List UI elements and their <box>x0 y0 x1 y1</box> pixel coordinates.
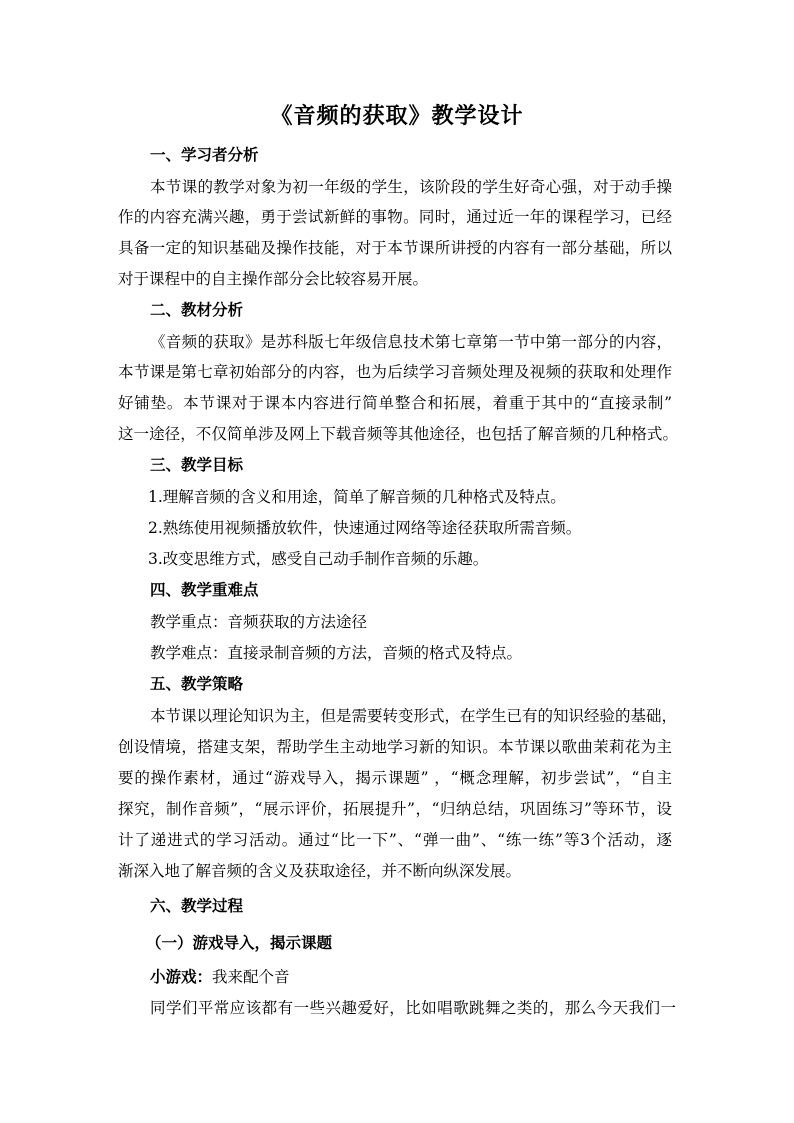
objective-item: 3.改变思维方式，感受自己动手制作音频的乐趣。 <box>148 550 489 568</box>
mini-game-line <box>150 966 290 988</box>
section-heading-teaching-strategy: 五、教学策略 <box>150 674 244 693</box>
section-heading-teaching-objectives: 三、教学目标 <box>150 455 244 474</box>
paragraph-line: 本节课以理论知识为主，但是需要转变形式，在学生已有的知识经验的基础， <box>150 707 678 725</box>
paragraph-line: 计了递进式的学习活动。通过“比一下”、“弹一曲”、“练一练”等3个活动，逐 <box>118 831 672 849</box>
mini-game-label: 小游戏： <box>150 967 213 986</box>
section-heading-key-difficult-points: 四、教学重难点 <box>150 580 259 599</box>
paragraph-line: 对于课程中的自主操作部分会比较容易开展。 <box>118 270 429 288</box>
paragraph-line: 具备一定的知识基础及操作技能，对于本节课所讲授的内容有一部分基础，所以 <box>118 239 672 257</box>
paragraph-line: 《音频的获取》是苏科版七年级信息技术第七章第一节中第一部分的内容， <box>150 333 672 351</box>
sub-heading-game-intro: （一）游戏导入，揭示课题 <box>146 933 333 952</box>
section-heading-textbook-analysis: 二、教材分析 <box>150 300 244 319</box>
paragraph-line: 好铺垫。本节课对于课本内容进行简单整合和拓展，着重于其中的“直接录制” <box>118 394 672 412</box>
paragraph-line: 要的操作素材，通过“游戏导入，揭示课题” ，“概念理解，初步尝试”，“自主 <box>118 769 672 787</box>
document-title: 《音频的获取》教学设计 <box>270 103 524 129</box>
section-heading-learner-analysis: 一、学习者分析 <box>150 145 259 164</box>
paragraph-line: 渐深入地了解音频的含义及获取途径，并不断向纵深发展。 <box>118 862 522 880</box>
key-point-line: 教学重点：音频获取的方法途径 <box>150 613 368 631</box>
objective-item: 1.理解音频的含义和用途，简单了解音频的几种格式及特点。 <box>148 488 566 506</box>
mini-game-text: 我来配个音 <box>212 968 290 986</box>
paragraph-line: 本节课的教学对象为初一年级的学生，该阶段的学生好奇心强，对于动手操 <box>150 178 672 196</box>
paragraph-line: 同学们平常应该都有一些兴趣爱好，比如唱歌跳舞之类的，那么今天我们一 <box>150 999 676 1017</box>
objective-item: 2.熟练使用视频播放软件，快速通过网络等途径获取所需音频。 <box>148 519 582 537</box>
paragraph-line: 探究，制作音频”，“展示评价，拓展提升”，“归纳总结，巩固练习”等环节，设 <box>118 800 672 818</box>
difficult-point-line: 教学难点：直接录制音频的方法，音频的格式及特点。 <box>150 644 523 662</box>
paragraph-line: 创设情境，搭建支架，帮助学生主动地学习新的知识。本节课以歌曲茉莉花为主 <box>118 738 672 756</box>
paragraph-line: 本节课是第七章初始部分的内容，也为后续学习音频处理及视频的获取和处理作 <box>118 363 672 381</box>
paragraph-line: 这一途径，不仅简单涉及网上下载音频等其他途径，也包括了解音频的几种格式。 <box>118 425 678 443</box>
paragraph-line: 作的内容充满兴趣，勇于尝试新鲜的事物。同时，通过近一年的课程学习，已经 <box>118 208 672 226</box>
section-heading-teaching-process: 六、教学过程 <box>150 896 244 915</box>
